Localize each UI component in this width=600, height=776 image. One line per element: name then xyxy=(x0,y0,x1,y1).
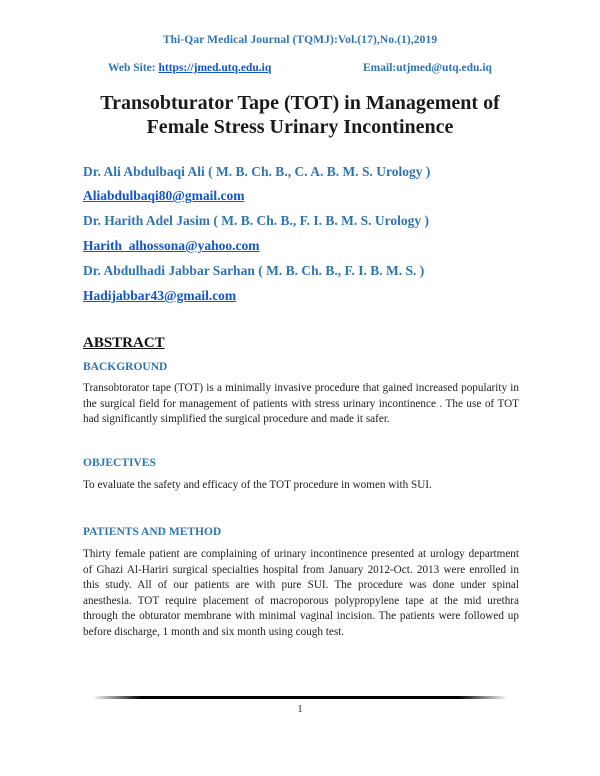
website-link[interactable]: https://jmed.utq.edu.iq xyxy=(158,62,272,74)
background-heading: BACKGROUND xyxy=(83,361,168,373)
website-label: Web Site: xyxy=(108,62,159,74)
abstract-heading: ABSTRACT xyxy=(83,335,165,351)
paper-title-line-2: Female Stress Urinary Incontinence xyxy=(146,116,454,138)
author-2-email[interactable]: Harith_alhossona@yahoo.com xyxy=(83,238,260,253)
author-2-name: Dr. Harith Adel Jasim ( M. B. Ch. B., F. I. B. M. S. Urology ) xyxy=(83,213,430,228)
author-3-email[interactable]: Hadijabbar43@gmail.com xyxy=(83,288,237,303)
website-line xyxy=(108,62,271,74)
objectives-heading: OBJECTIVES xyxy=(83,457,156,469)
methods-text: Thirty female patient are complaining of urinary incontinence presented at urology department of Ghazi Al-Hariri surgical specialties hospital from January 2012-Oct. 2013 were enrolled in this study. All of our patients are with pure SUI. The procedure was done under spinal anesthesia. TOT require placement of macroporous polypropylene tape at the mid urethra through the obturator membrane with minimal vaginal incision. The patients were followed up before discharge, 1 month and six month using cough test. xyxy=(83,548,519,638)
methods-heading: PATIENTS AND METHOD xyxy=(83,526,222,538)
author-3-name: Dr. Abdulhadi Jabbar Sarhan ( M. B. Ch. B., F. I. B. M. S. ) xyxy=(83,263,425,278)
author-1-email[interactable]: Aliabdulbaqi80@gmail.com xyxy=(83,188,245,203)
page-number: 1 xyxy=(297,704,303,715)
author-1-name: Dr. Ali Abdulbaqi Ali ( M. B. Ch. B., C. A. B. M. S. Urology ) xyxy=(83,164,431,179)
journal-email[interactable]: Email:utjmed@utq.edu.iq xyxy=(363,62,492,74)
objectives-text: To evaluate the safety and efficacy of the TOT procedure in women with SUI. xyxy=(83,479,432,491)
journal-citation: Thi-Qar Medical Journal (TQMJ):Vol.(17),No.(1),2019 xyxy=(162,34,438,46)
background-text: Transobtorator tape (TOT) is a minimally invasive procedure that gained increased popularity in the surgical field for management of patients with stress urinary incontinence . The use of TOT had significantly simplified the surgical procedure and made it safer. xyxy=(83,382,519,426)
paper-title xyxy=(0,91,600,139)
paper-title-line-1: Transobturator Tape (TOT) in Management of xyxy=(100,92,500,114)
footer-divider xyxy=(92,696,508,699)
